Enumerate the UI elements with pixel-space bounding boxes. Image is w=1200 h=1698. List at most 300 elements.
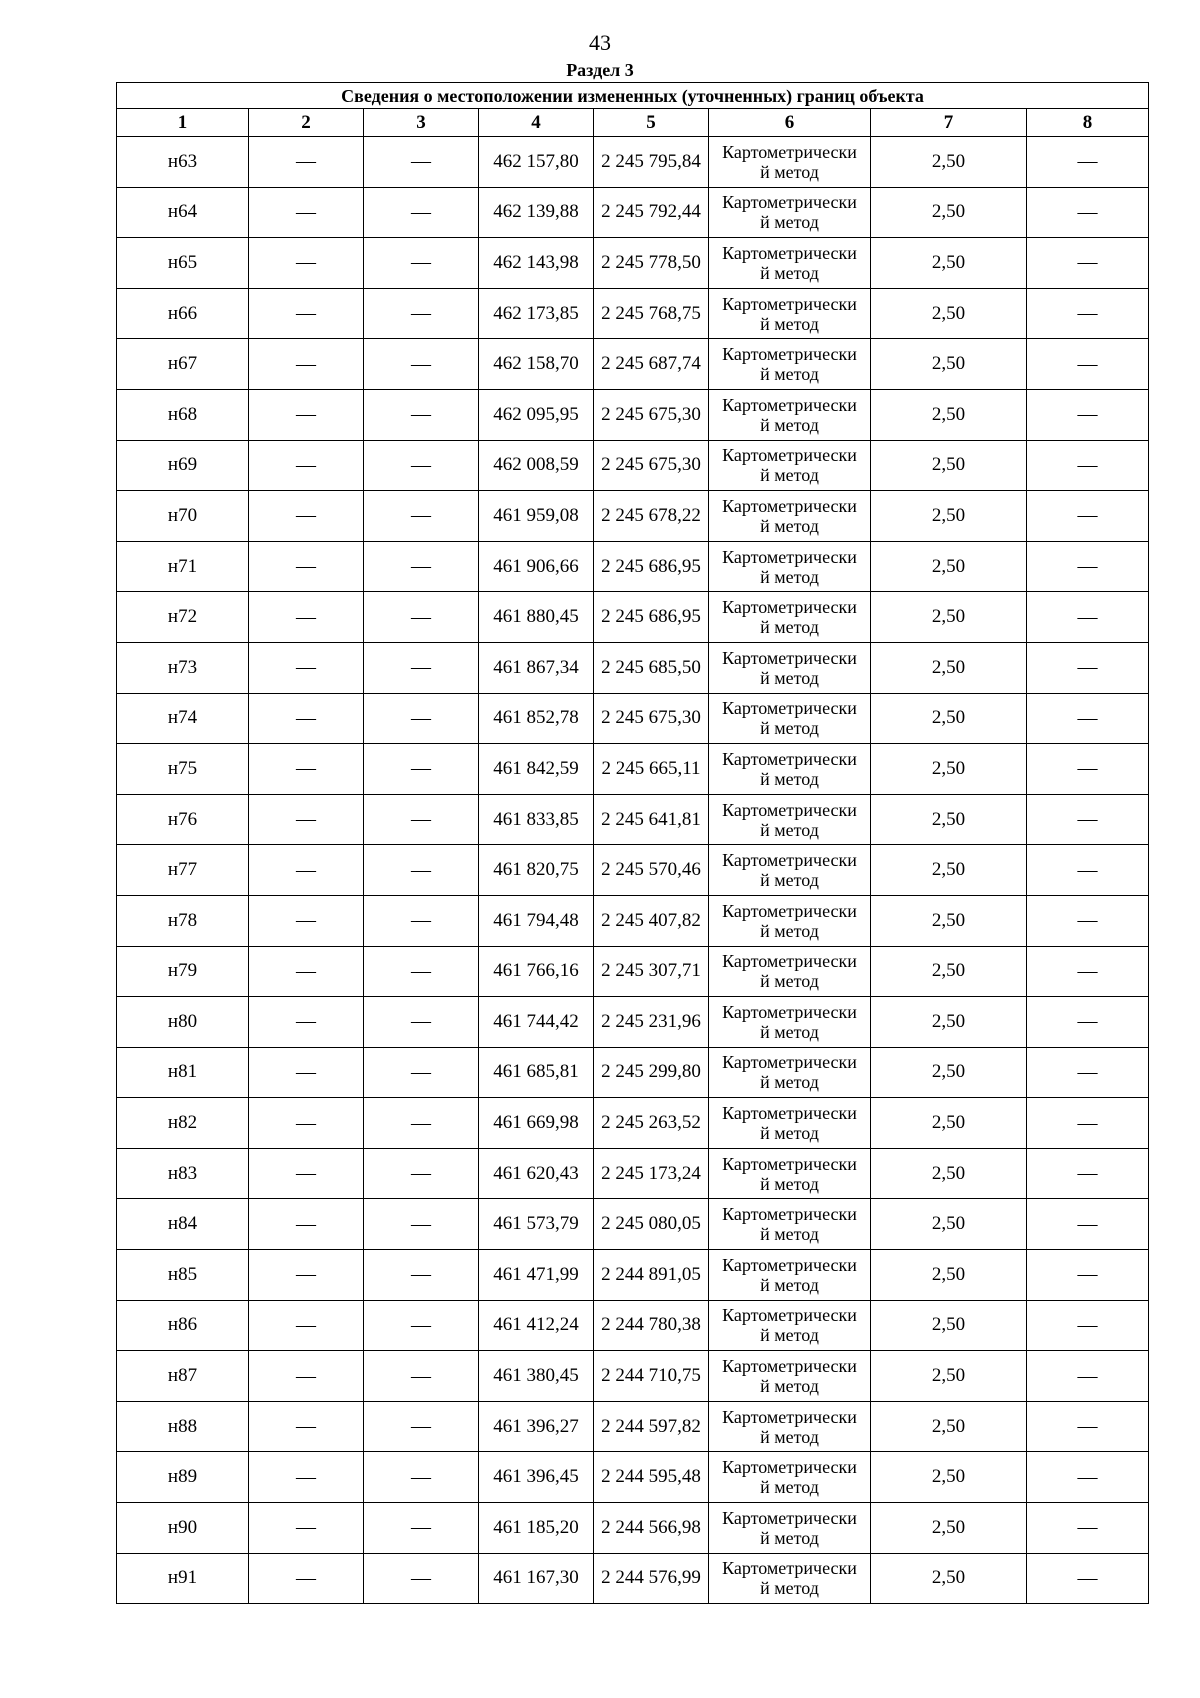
coordinate-x-cell: 462 173,85 [479, 288, 594, 339]
point-name-cell: н90 [117, 1503, 249, 1554]
coordinate-x-cell: 461 380,45 [479, 1351, 594, 1402]
column-2-cell: — [249, 1300, 364, 1351]
column-number-8: 8 [1027, 109, 1149, 137]
column-3-cell: — [364, 1351, 479, 1402]
method-line-1: Картометрически [722, 141, 857, 162]
accuracy-cell: 2,50 [871, 997, 1027, 1048]
method-line-1: Картометрически [722, 1305, 857, 1326]
point-name-cell: н88 [117, 1401, 249, 1452]
point-name-cell: н77 [117, 845, 249, 896]
column-3-cell: — [364, 997, 479, 1048]
method-cell [709, 1047, 871, 1098]
table-row [117, 1452, 1149, 1503]
point-name-cell: н63 [117, 137, 249, 188]
column-3-cell: — [364, 1503, 479, 1554]
table-row [117, 339, 1149, 390]
accuracy-cell: 2,50 [871, 1300, 1027, 1351]
accuracy-cell: 2,50 [871, 1148, 1027, 1199]
page-number: 43 [589, 30, 611, 55]
column-3-cell: — [364, 744, 479, 795]
table-row [117, 1047, 1149, 1098]
method-cell [709, 946, 871, 997]
column-number-row [117, 109, 1149, 137]
column-8-cell: — [1027, 794, 1149, 845]
method-line-1: Картометрически [722, 1356, 857, 1377]
coordinate-y-cell: 2 245 686,95 [594, 541, 709, 592]
point-name-cell: н80 [117, 997, 249, 1048]
method-cell [709, 1553, 871, 1604]
method-line-2: й метод [760, 920, 819, 941]
column-8-cell: — [1027, 1148, 1149, 1199]
column-2-cell: — [249, 1401, 364, 1452]
point-name-cell: н91 [117, 1553, 249, 1604]
method-cell [709, 137, 871, 188]
point-name-cell: н76 [117, 794, 249, 845]
column-8-cell: — [1027, 339, 1149, 390]
column-3-cell: — [364, 693, 479, 744]
method-line-1: Картометрически [722, 698, 857, 719]
column-3-cell: — [364, 491, 479, 542]
accuracy-cell: 2,50 [871, 288, 1027, 339]
column-2-cell: — [249, 1047, 364, 1098]
column-number-6: 6 [709, 109, 871, 137]
table-row [117, 491, 1149, 542]
method-line-1: Картометрически [722, 850, 857, 871]
coordinate-y-cell: 2 245 792,44 [594, 187, 709, 238]
column-number-7: 7 [871, 109, 1027, 137]
coordinate-y-cell: 2 245 173,24 [594, 1148, 709, 1199]
column-2-cell: — [249, 592, 364, 643]
method-cell [709, 1250, 871, 1301]
column-number-4: 4 [479, 109, 594, 137]
column-3-cell: — [364, 1047, 479, 1098]
method-cell [709, 794, 871, 845]
coordinate-x-cell: 461 852,78 [479, 693, 594, 744]
table-row [117, 187, 1149, 238]
method-line-2: й метод [760, 768, 819, 789]
method-line-2: й метод [760, 1477, 819, 1498]
point-name-cell: н67 [117, 339, 249, 390]
coordinate-y-cell: 2 245 687,74 [594, 339, 709, 390]
column-2-cell: — [249, 946, 364, 997]
point-name-cell: н64 [117, 187, 249, 238]
table-row [117, 1250, 1149, 1301]
accuracy-cell: 2,50 [871, 693, 1027, 744]
column-8-cell: — [1027, 1351, 1149, 1402]
point-name-cell: н79 [117, 946, 249, 997]
coordinate-x-cell: 462 139,88 [479, 187, 594, 238]
method-line-2: й метод [760, 313, 819, 334]
method-line-1: Картометрически [722, 1103, 857, 1124]
method-cell [709, 339, 871, 390]
coordinate-y-cell: 2 244 595,48 [594, 1452, 709, 1503]
coordinate-y-cell: 2 245 685,50 [594, 642, 709, 693]
coordinate-x-cell: 462 157,80 [479, 137, 594, 188]
table-row [117, 1503, 1149, 1554]
column-8-cell: — [1027, 440, 1149, 491]
column-8-cell: — [1027, 946, 1149, 997]
column-3-cell: — [364, 187, 479, 238]
accuracy-cell: 2,50 [871, 1351, 1027, 1402]
column-3-cell: — [364, 1452, 479, 1503]
method-line-2: й метод [760, 161, 819, 182]
column-2-cell: — [249, 491, 364, 542]
accuracy-cell: 2,50 [871, 1250, 1027, 1301]
column-8-cell: — [1027, 1503, 1149, 1554]
column-8-cell: — [1027, 389, 1149, 440]
table-row [117, 1098, 1149, 1149]
column-number-5: 5 [594, 109, 709, 137]
point-name-cell: н69 [117, 440, 249, 491]
coordinate-x-cell: 461 794,48 [479, 895, 594, 946]
method-line-1: Картометрически [722, 1558, 857, 1579]
column-3-cell: — [364, 845, 479, 896]
column-8-cell: — [1027, 1250, 1149, 1301]
coordinate-y-cell: 2 245 570,46 [594, 845, 709, 896]
method-line-1: Картометрически [722, 242, 857, 263]
method-line-2: й метод [760, 1578, 819, 1599]
coordinate-y-cell: 2 245 768,75 [594, 288, 709, 339]
table-row [117, 997, 1149, 1048]
column-number-2: 2 [249, 109, 364, 137]
method-line-2: й метод [760, 870, 819, 891]
method-cell [709, 1503, 871, 1554]
table-row [117, 1300, 1149, 1351]
point-name-cell: н86 [117, 1300, 249, 1351]
column-3-cell: — [364, 1098, 479, 1149]
coordinate-y-cell: 2 244 891,05 [594, 1250, 709, 1301]
method-line-1: Картометрически [722, 293, 857, 314]
accuracy-cell: 2,50 [871, 541, 1027, 592]
table-row [117, 137, 1149, 188]
column-8-cell: — [1027, 1098, 1149, 1149]
column-2-cell: — [249, 288, 364, 339]
method-line-2: й метод [760, 1376, 819, 1397]
column-number-1: 1 [117, 109, 249, 137]
point-name-cell: н82 [117, 1098, 249, 1149]
method-line-2: й метод [760, 971, 819, 992]
coordinate-x-cell: 461 471,99 [479, 1250, 594, 1301]
coordinate-y-cell: 2 245 299,80 [594, 1047, 709, 1098]
table-row [117, 389, 1149, 440]
coordinate-y-cell: 2 245 307,71 [594, 946, 709, 997]
method-line-1: Картометрически [722, 951, 857, 972]
coordinate-x-cell: 461 880,45 [479, 592, 594, 643]
point-name-cell: н74 [117, 693, 249, 744]
column-2-cell: — [249, 389, 364, 440]
method-line-1: Картометрически [722, 1204, 857, 1225]
coordinate-x-cell: 461 744,42 [479, 997, 594, 1048]
coordinate-x-cell: 461 620,43 [479, 1148, 594, 1199]
column-8-cell: — [1027, 997, 1149, 1048]
method-line-2: й метод [760, 212, 819, 233]
coordinate-y-cell: 2 244 780,38 [594, 1300, 709, 1351]
accuracy-cell: 2,50 [871, 895, 1027, 946]
column-2-cell: — [249, 693, 364, 744]
coordinate-x-cell: 462 095,95 [479, 389, 594, 440]
coordinate-y-cell: 2 245 675,30 [594, 693, 709, 744]
table-row [117, 288, 1149, 339]
method-line-2: й метод [760, 1426, 819, 1447]
coordinate-x-cell: 461 669,98 [479, 1098, 594, 1149]
column-2-cell: — [249, 440, 364, 491]
column-2-cell: — [249, 642, 364, 693]
column-2-cell: — [249, 1452, 364, 1503]
column-2-cell: — [249, 1553, 364, 1604]
coordinate-y-cell: 2 245 641,81 [594, 794, 709, 845]
column-3-cell: — [364, 895, 479, 946]
table-row [117, 744, 1149, 795]
accuracy-cell: 2,50 [871, 946, 1027, 997]
method-line-2: й метод [760, 1274, 819, 1295]
column-8-cell: — [1027, 1047, 1149, 1098]
accuracy-cell: 2,50 [871, 389, 1027, 440]
column-2-cell: — [249, 895, 364, 946]
table-row [117, 693, 1149, 744]
method-line-2: й метод [760, 1224, 819, 1245]
coordinate-y-cell: 2 245 407,82 [594, 895, 709, 946]
column-3-cell: — [364, 440, 479, 491]
method-line-1: Картометрически [722, 445, 857, 466]
column-2-cell: — [249, 1098, 364, 1149]
column-8-cell: — [1027, 288, 1149, 339]
coordinate-y-cell: 2 245 665,11 [594, 744, 709, 795]
accuracy-cell: 2,50 [871, 1452, 1027, 1503]
column-8-cell: — [1027, 187, 1149, 238]
method-cell [709, 440, 871, 491]
coordinate-y-cell: 2 244 576,99 [594, 1553, 709, 1604]
method-cell [709, 1098, 871, 1149]
table-row [117, 1351, 1149, 1402]
point-name-cell: н68 [117, 389, 249, 440]
accuracy-cell: 2,50 [871, 794, 1027, 845]
method-cell [709, 238, 871, 289]
table-row [117, 845, 1149, 896]
table-row [117, 895, 1149, 946]
column-8-cell: — [1027, 137, 1149, 188]
accuracy-cell: 2,50 [871, 1199, 1027, 1250]
column-3-cell: — [364, 288, 479, 339]
method-line-2: й метод [760, 667, 819, 688]
column-2-cell: — [249, 339, 364, 390]
column-8-cell: — [1027, 592, 1149, 643]
coordinate-x-cell: 461 396,27 [479, 1401, 594, 1452]
coordinate-x-cell: 461 842,59 [479, 744, 594, 795]
coordinate-x-cell: 461 685,81 [479, 1047, 594, 1098]
accuracy-cell: 2,50 [871, 1553, 1027, 1604]
coordinate-y-cell: 2 245 795,84 [594, 137, 709, 188]
coordinate-x-cell: 462 158,70 [479, 339, 594, 390]
point-name-cell: н75 [117, 744, 249, 795]
method-cell [709, 1351, 871, 1402]
coordinate-y-cell: 2 244 597,82 [594, 1401, 709, 1452]
accuracy-cell: 2,50 [871, 491, 1027, 542]
method-line-2: й метод [760, 617, 819, 638]
column-8-cell: — [1027, 845, 1149, 896]
point-name-cell: н70 [117, 491, 249, 542]
accuracy-cell: 2,50 [871, 1047, 1027, 1098]
column-2-cell: — [249, 1351, 364, 1402]
method-line-1: Картометрически [722, 1507, 857, 1528]
coordinate-y-cell: 2 245 686,95 [594, 592, 709, 643]
accuracy-cell: 2,50 [871, 1401, 1027, 1452]
accuracy-cell: 2,50 [871, 592, 1027, 643]
method-cell [709, 1199, 871, 1250]
table-row [117, 1401, 1149, 1452]
method-cell [709, 744, 871, 795]
column-2-cell: — [249, 541, 364, 592]
column-8-cell: — [1027, 642, 1149, 693]
point-name-cell: н72 [117, 592, 249, 643]
method-line-2: й метод [760, 566, 819, 587]
method-cell [709, 845, 871, 896]
column-2-cell: — [249, 137, 364, 188]
accuracy-cell: 2,50 [871, 1098, 1027, 1149]
table-row [117, 1199, 1149, 1250]
table-row [117, 946, 1149, 997]
point-name-cell: н89 [117, 1452, 249, 1503]
method-line-1: Картометрически [722, 597, 857, 618]
method-line-1: Картометрически [722, 344, 857, 365]
method-line-2: й метод [760, 515, 819, 536]
table-row [117, 440, 1149, 491]
method-line-1: Картометрически [722, 394, 857, 415]
method-line-1: Картометрически [722, 748, 857, 769]
method-line-1: Картометрически [722, 192, 857, 213]
coordinate-x-cell: 461 766,16 [479, 946, 594, 997]
accuracy-cell: 2,50 [871, 1503, 1027, 1554]
accuracy-cell: 2,50 [871, 238, 1027, 289]
method-line-1: Картометрически [722, 1457, 857, 1478]
column-number-3: 3 [364, 109, 479, 137]
column-3-cell: — [364, 1148, 479, 1199]
method-cell [709, 1300, 871, 1351]
method-cell [709, 642, 871, 693]
column-2-cell: — [249, 997, 364, 1048]
column-2-cell: — [249, 238, 364, 289]
column-3-cell: — [364, 794, 479, 845]
table-caption: Сведения о местоположении измененных (уточненных) границ объекта [117, 83, 1149, 109]
method-line-2: й метод [760, 1123, 819, 1144]
column-8-cell: — [1027, 1199, 1149, 1250]
coordinate-y-cell: 2 245 231,96 [594, 997, 709, 1048]
method-line-2: й метод [760, 414, 819, 435]
table-row [117, 592, 1149, 643]
method-line-1: Картометрически [722, 495, 857, 516]
method-line-1: Картометрически [722, 647, 857, 668]
coordinate-x-cell: 461 959,08 [479, 491, 594, 542]
method-line-1: Картометрически [722, 900, 857, 921]
coordinate-x-cell: 461 906,66 [479, 541, 594, 592]
column-8-cell: — [1027, 895, 1149, 946]
method-line-1: Картометрически [722, 1153, 857, 1174]
method-line-2: й метод [760, 1173, 819, 1194]
method-line-1: Картометрически [722, 546, 857, 567]
accuracy-cell: 2,50 [871, 440, 1027, 491]
method-cell [709, 693, 871, 744]
table-body [117, 137, 1149, 1604]
coordinate-x-cell: 461 185,20 [479, 1503, 594, 1554]
method-cell [709, 491, 871, 542]
method-line-2: й метод [760, 364, 819, 385]
accuracy-cell: 2,50 [871, 339, 1027, 390]
column-8-cell: — [1027, 1401, 1149, 1452]
method-cell [709, 997, 871, 1048]
coordinate-y-cell: 2 245 678,22 [594, 491, 709, 542]
accuracy-cell: 2,50 [871, 642, 1027, 693]
table-row [117, 1553, 1149, 1604]
accuracy-cell: 2,50 [871, 744, 1027, 795]
column-3-cell: — [364, 592, 479, 643]
point-name-cell: н65 [117, 238, 249, 289]
column-3-cell: — [364, 389, 479, 440]
method-line-2: й метод [760, 819, 819, 840]
column-8-cell: — [1027, 1553, 1149, 1604]
section-title: Раздел 3 [566, 60, 634, 80]
method-line-1: Картометрически [722, 1254, 857, 1275]
coordinate-x-cell: 462 143,98 [479, 238, 594, 289]
method-line-1: Картометрически [722, 1406, 857, 1427]
coordinate-y-cell: 2 245 778,50 [594, 238, 709, 289]
column-3-cell: — [364, 1300, 479, 1351]
table-row [117, 1148, 1149, 1199]
method-line-1: Картометрически [722, 799, 857, 820]
coordinate-x-cell: 461 867,34 [479, 642, 594, 693]
column-3-cell: — [364, 1553, 479, 1604]
column-3-cell: — [364, 137, 479, 188]
method-line-2: й метод [760, 718, 819, 739]
table-row [117, 794, 1149, 845]
coordinate-y-cell: 2 245 675,30 [594, 440, 709, 491]
point-name-cell: н66 [117, 288, 249, 339]
method-line-1: Картометрически [722, 1052, 857, 1073]
column-2-cell: — [249, 845, 364, 896]
column-3-cell: — [364, 1199, 479, 1250]
coordinate-x-cell: 461 833,85 [479, 794, 594, 845]
point-name-cell: н78 [117, 895, 249, 946]
point-name-cell: н83 [117, 1148, 249, 1199]
method-cell [709, 592, 871, 643]
column-2-cell: — [249, 1503, 364, 1554]
coordinate-y-cell: 2 245 080,05 [594, 1199, 709, 1250]
coordinate-x-cell: 461 167,30 [479, 1553, 594, 1604]
column-2-cell: — [249, 794, 364, 845]
coordinate-x-cell: 461 820,75 [479, 845, 594, 896]
column-8-cell: — [1027, 238, 1149, 289]
column-8-cell: — [1027, 541, 1149, 592]
column-3-cell: — [364, 541, 479, 592]
table-row [117, 238, 1149, 289]
boundary-coordinates-table [116, 82, 1149, 1604]
column-8-cell: — [1027, 744, 1149, 795]
column-2-cell: — [249, 187, 364, 238]
coordinate-y-cell: 2 244 710,75 [594, 1351, 709, 1402]
accuracy-cell: 2,50 [871, 845, 1027, 896]
accuracy-cell: 2,50 [871, 137, 1027, 188]
method-line-2: й метод [760, 1325, 819, 1346]
coordinate-x-cell: 461 573,79 [479, 1199, 594, 1250]
method-line-2: й метод [760, 1072, 819, 1093]
point-name-cell: н81 [117, 1047, 249, 1098]
coordinate-y-cell: 2 245 675,30 [594, 389, 709, 440]
column-8-cell: — [1027, 491, 1149, 542]
point-name-cell: н85 [117, 1250, 249, 1301]
column-3-cell: — [364, 642, 479, 693]
method-cell [709, 187, 871, 238]
coordinate-x-cell: 461 412,24 [479, 1300, 594, 1351]
column-3-cell: — [364, 1401, 479, 1452]
method-line-2: й метод [760, 465, 819, 486]
